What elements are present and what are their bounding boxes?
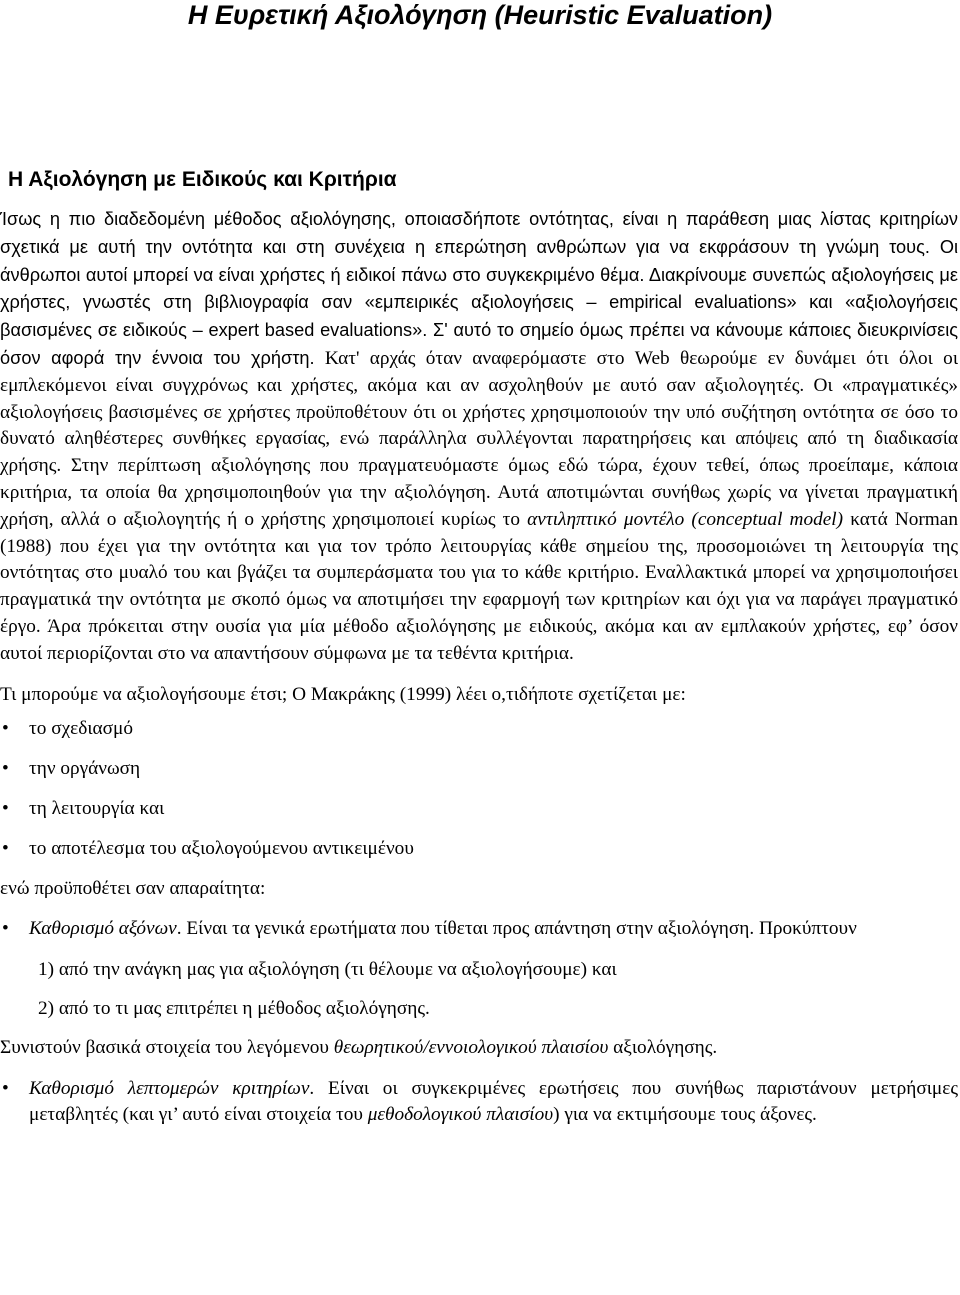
list-item: • το σχεδιασμό (0, 716, 958, 743)
document-title: Η Ευρετική Αξιολόγηση (Heuristic Evaluation) (187, 0, 773, 30)
framework-sentence: Συνιστούν βασικά στοιχεία του λεγόμενου θεωρητικού/εννοιολογικού πλαισίου αξιολόγησης. (0, 1036, 718, 1058)
intro-question: Τι μπορούμε να αξιολογήσουμε έτσι; Ο Μακράκης (1999) λέει ο,τιδήποτε σχετίζεται με: (0, 683, 686, 705)
paragraph-main-part3: Οι «πραγματικές» αξιολογήσεις βασισμένες σε χρήστες προϋποθέτουν ότι οι χρήστες χρησιμοποιούν την υπό συζήτηση οντότητα σε όσο το δυνατό αληθέστερες συνθήκες εργασίας, ενώ παράλληλα συλλέγονται παρατηρήσεις και απόψεις από τη διαδικασία χρήσης. Στην περίπτωση αξιολόγησης που πραγματευόμαστε όμως εδώ τώρα, έχουν τεθεί, όπως προείπαμε, κάποια κριτήρια, τα οποία θα χρησιμοποιηθούν για την αξιολόγηση. Αυτά αποτιμώνται συνήθως χωρίς να γίνεται πραγματική χρήση, αλλά ο αξιολογητής ή ο χρήστης χρησιμοποιεί κυρίως το (0, 374, 958, 530)
conceptual-model-term: αντιληπτικό μοντέλο (conceptual model) (527, 508, 844, 530)
section-heading: Η Αξιολόγηση με Ειδικούς και Κριτήρια (8, 168, 397, 191)
bullet-icon: • (2, 837, 9, 859)
list-item: • το αποτέλεσμα του αξιολογούμενου αντικειμένου (0, 836, 958, 863)
bullet-icon: • (2, 1077, 9, 1099)
document-body (0, 206, 958, 1142)
prerequisites-list-2 (0, 1076, 958, 1130)
prerequisites-list (0, 916, 958, 943)
prerequisites-intro: ενώ προϋποθέτει σαν απαραίτητα: (0, 877, 266, 899)
bullet-icon: • (2, 918, 9, 940)
paragraph-main-part4: κατά Norman (1988) που έχει για την οντότητα και για τον τρόπο λειτουργίας κάθε σημείου της, προσομοιώνει τη λειτουργία της οντότητας στο μυαλό του και βγάζει τα συμπεράσματα του για το κάθε κριτήριο. Εναλλακτικά μπορεί να χρησιμοποιήσει πραγματικά την οντότητα με σκοπό όμως να αποτιμήσει την εφαρμογή των κριτηρίων και όχι για να παράγει πραγματικό έργο. Άρα πρόκειται στην ουσία για μία μέθοδο αξιολόγησης με ειδικούς, ακόμα και αν εμπλακούν χρήστες, εφ’ όσον αυτοί περιορίζονται στο να απαντήσουν σύμφωνα με τα τεθέντα κριτήρια. (0, 508, 959, 664)
evaluation-targets-list (0, 716, 958, 862)
numbered-item-1: 1) από την ανάγκη μας για αξιολόγηση (τι θέλουμε να αξιολογήσουμε) και (38, 959, 617, 981)
list-item: • Καθορισμό αξόνων. Είναι τα γενικά ερωτήματα που τίθεται προς απάντηση στην αξιολόγηση. Προκύπτουν (0, 916, 958, 943)
list-item: • Καθορισμό λεπτομερών κριτηρίων. Είναι οι συγκεκριμένες ερωτήσεις που συνήθως παριστάνουν μετρήσιμες μεταβλητές (και γι’ αυτό είναι στοιχεία του μεθοδολογικού πλαισίου) για να εκτιμήσουμε τους άξονες. (2, 1077, 958, 1126)
paragraph-main-part2: Κατ' αρχάς όταν αναφερόμαστε στο Web θεωρούμε εν δυνάμει ότι όλοι οι εμπλεκόμενοι είναι συγχρόνως και χρήστες, ακόμα και αν ασχοληθούν με αυτό σαν αξιολογητές. (0, 347, 959, 396)
paragraph-main-part1: Ίσως η πιο διαδεδομένη μέθοδος αξιολόγησης, οποιασδήποτε οντότητας, είναι η παράθεση μιας λίστας κριτηρίων σχετικά με αυτή την οντότητα και στη συνέχεια η επερώτηση ανθρώπων για να εκφράσουν τη γνώμη τους. Οι άνθρωποι αυτοί μπορεί να είναι χρήστες ή ειδικοί πάνω στο συγκεκριμένο θέμα. Διακρίνουμε συνεπώς αξιολογήσεις με χρήστες, γνωστές στη βιβλιογραφία σαν «εμπειρικές αξιολογήσεις – empirical evaluations» και «αξιολογήσεις βασισμένες σε ειδικούς – expert based evaluations». Σ' αυτό το σημείο όμως πρέπει να κάνουμε κάποιες διευκρινίσεις όσον αφορά την έννοια του χρήστη. (0, 209, 958, 368)
numbered-item-2: 2) από το τι μας επιτρέπει η μέθοδος αξιολόγησης. (38, 997, 430, 1019)
bullet-icon: • (2, 797, 9, 819)
list-item: • την οργάνωση (0, 756, 958, 783)
list-item: • τη λειτουργία και (0, 796, 958, 823)
bullet-icon: • (2, 758, 9, 780)
paragraph-main (0, 206, 958, 668)
bullet-icon: • (2, 718, 9, 740)
